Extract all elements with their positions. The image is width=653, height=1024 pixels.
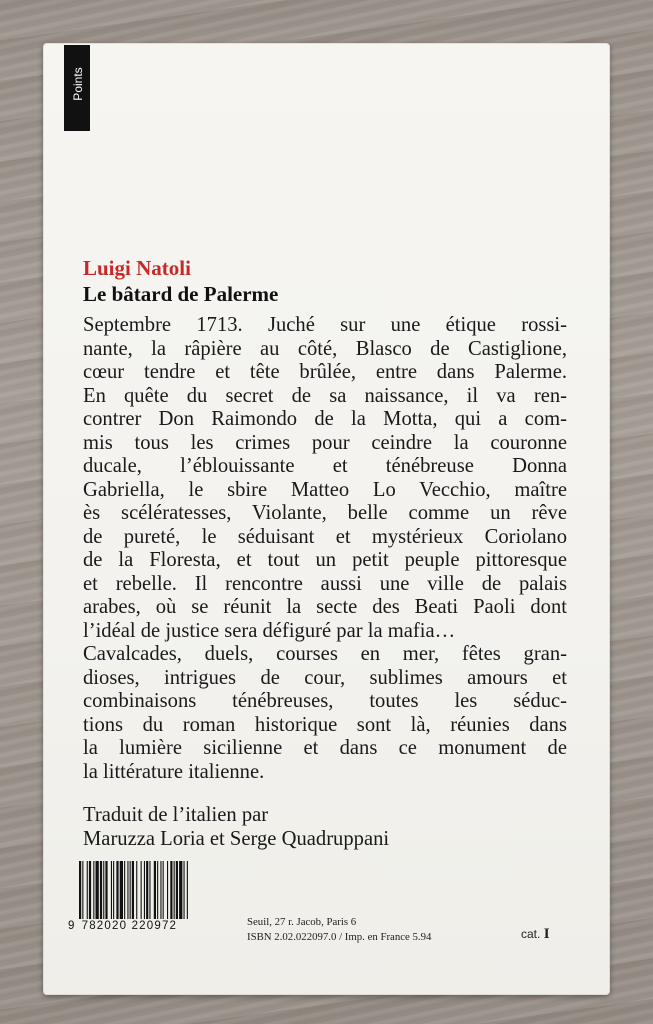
barcode-bar [89, 861, 91, 919]
publisher-address: Seuil, 27 r. Jacob, Paris 6 [247, 916, 357, 928]
blurb-line: nante, la râpière au côté, Blasco de Castiglione, [83, 337, 567, 360]
translator-credit [83, 803, 389, 851]
blurb-line: de la Floresta, et tout un petit peuple pittoresque [83, 549, 567, 571]
barcode-bar [120, 861, 123, 919]
barcode-bar [82, 861, 83, 919]
ean-number [68, 920, 230, 932]
barcode-bar [105, 861, 107, 919]
series-label: Points [71, 67, 85, 101]
cat-value: I [543, 926, 550, 942]
isbn-line: ISBN 2.02.022097.0 / Imp. en France 5.94 [247, 931, 432, 943]
barcode-bar [157, 861, 158, 919]
barcode-bar [167, 861, 168, 919]
barcode-bar [146, 861, 148, 919]
barcode-bar [179, 861, 182, 919]
barcode-bar [79, 861, 81, 919]
blurb-line: la lumière sicilienne et dans ce monument de [83, 737, 567, 759]
blurb-line: cœur tendre et tête brûlée, entre dans Palerme. [83, 361, 567, 383]
barcode [79, 861, 227, 919]
cat-label: cat. [521, 927, 541, 941]
barcode-bar [163, 861, 164, 919]
barcode-bar [174, 861, 175, 919]
blurb-line: l’idéal de justice sera défiguré par la mafia… [83, 619, 456, 642]
barcode-bar [176, 861, 178, 919]
ean-first-digit: 9 [68, 920, 76, 932]
category-mark [521, 926, 550, 943]
blurb-line: Septembre 1713. Juché sur une étique rossi- [83, 314, 567, 336]
barcode-bar [141, 861, 142, 919]
blurb-line: et rebelle. Il rencontre aussi une ville de palais [83, 572, 567, 595]
barcode-bar [136, 861, 137, 919]
barcode-bar [124, 861, 125, 919]
translator-names: Maruzza Loria et Serge Quadruppani [83, 828, 390, 850]
barcode-bar [100, 861, 102, 919]
blurb-line: ducale, l’éblouissante et ténébreuse Donna [83, 455, 567, 477]
barcode-bar [130, 861, 131, 919]
barcode-bar [111, 861, 112, 919]
ean-digits-rest: 782020 220972 [81, 920, 178, 932]
barcode-bar [154, 861, 156, 919]
blurb-line: Cavalcades, duels, courses en mer, fêtes gran- [83, 643, 567, 665]
blurb-line: contrer Don Raimondo de la Motta, qui a com- [83, 408, 567, 430]
blurb-line: arabes, où se réunit la secte des Beati Paoli dont [83, 596, 567, 618]
blurb-line: mis tous les crimes pour ceindre la couronne [83, 431, 567, 454]
publisher-info [247, 915, 431, 945]
blurb-line: ès scélératesses, Violante, belle comme un rêve [83, 502, 567, 524]
blurb-line: tions du roman historique sont là, réunies dans [83, 713, 567, 736]
barcode-bar [132, 861, 134, 919]
barcode-bar [184, 861, 185, 919]
translator-line: Traduit de l’italien par [83, 804, 269, 826]
book-title: Le bâtard de Palerme [83, 282, 279, 306]
barcode-bar [187, 861, 188, 919]
barcode-bar [144, 861, 145, 919]
blurb [83, 314, 567, 784]
blurb-line: combinaisons ténébreuses, toutes les séduc- [83, 690, 567, 712]
barcode-bar [87, 861, 88, 919]
barcode-bar [116, 861, 118, 919]
barcode-bar [149, 861, 150, 919]
barcode-bar [127, 861, 128, 919]
barcode-bar [93, 861, 94, 919]
blurb-line: dioses, intrigues de cour, sublimes amours et [83, 666, 567, 689]
blurb-line: de pureté, le séduisant et mystérieux Coriolano [83, 525, 567, 548]
blurb-line: Gabriella, le sbire Matteo Lo Vecchio, maître [83, 478, 567, 501]
blurb-line: En quête du secret de sa naissance, il va ren- [83, 384, 567, 407]
barcode-bar [170, 861, 172, 919]
barcode-bar [160, 861, 161, 919]
blurb-line: la littérature italienne. [83, 760, 265, 783]
barcode-bar [113, 861, 114, 919]
barcode-bar [96, 861, 99, 919]
author-name: Luigi Natoli [83, 256, 191, 280]
barcode-bar [103, 861, 104, 919]
